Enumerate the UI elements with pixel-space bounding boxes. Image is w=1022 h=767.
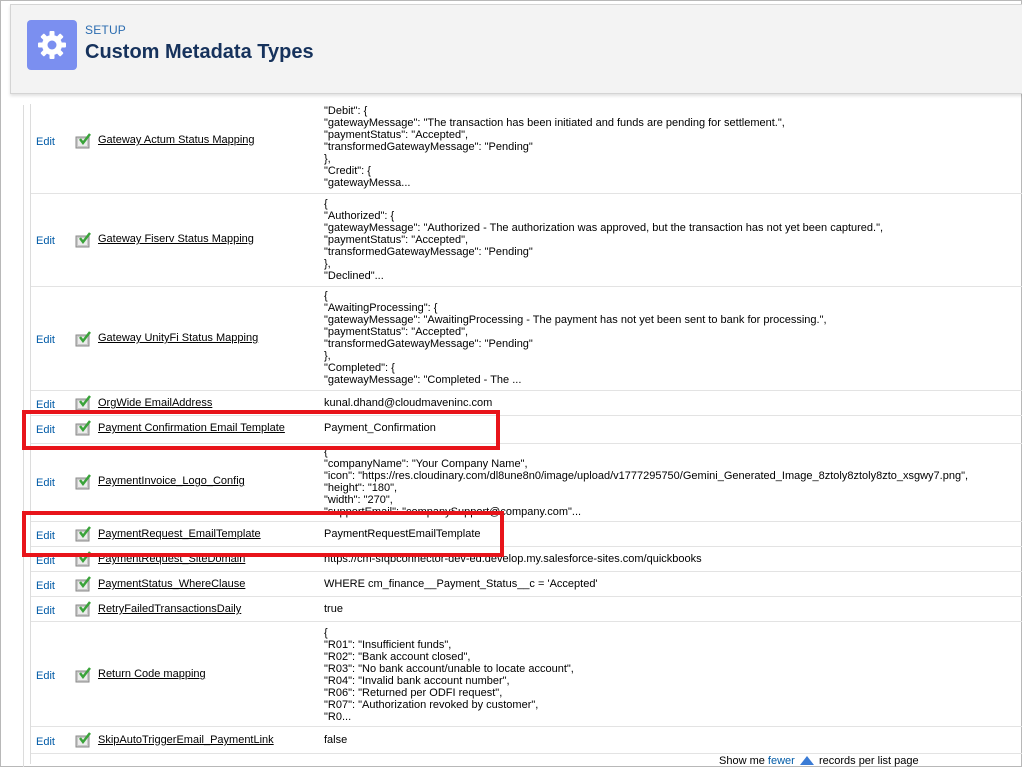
record-name-link[interactable]: PaymentRequest_SiteDomain xyxy=(98,553,246,565)
highlight-box-payment-confirmation xyxy=(22,410,500,450)
record-value: false xyxy=(324,734,348,746)
edit-link[interactable]: Edit xyxy=(36,736,55,748)
table-row xyxy=(31,287,1022,391)
footer-suffix: records per list page xyxy=(818,755,919,767)
pagination-footer xyxy=(719,755,919,767)
record-name-link[interactable]: Gateway UnityFi Status Mapping xyxy=(98,332,259,344)
record-check-icon xyxy=(75,732,91,748)
record-value: { "Authorized": { "gatewayMessage": "Authorized - The authorization was approved, but the transaction has not yet been captured.", "paymentStatus": "Accepted", "transformedGatewayMessage": "Pending" }, "Declined"... xyxy=(324,198,884,282)
record-name-link[interactable]: SkipAutoTriggerEmail_PaymentLink xyxy=(98,734,274,746)
record-name-link[interactable]: Return Code mapping xyxy=(98,668,206,680)
page-header xyxy=(10,4,1022,94)
record-name-link[interactable]: Gateway Actum Status Mapping xyxy=(98,134,255,146)
table-row xyxy=(31,597,1022,622)
triangle-up-icon[interactable] xyxy=(800,756,814,765)
record-name-link[interactable]: PaymentStatus_WhereClause xyxy=(98,578,246,590)
record-check-icon xyxy=(75,576,91,592)
edit-link[interactable]: Edit xyxy=(36,235,55,247)
show-fewer-link[interactable]: fewer xyxy=(767,755,795,767)
record-value: PaymentRequestEmailTemplate xyxy=(324,528,481,540)
edit-link[interactable]: Edit xyxy=(36,670,55,682)
record-value: true xyxy=(324,603,343,615)
record-check-icon xyxy=(75,667,91,683)
record-check-icon xyxy=(75,395,91,411)
record-value: { "AwaitingProcessing": { "gatewayMessage": "AwaitingProcessing - The payment has not yet been sent to bank for processing.", "paymentStatus": "Accepted", "transformedGatewayMessage": "Pending" }, "Completed": { "gatewayMessage": "Completed - The ... xyxy=(324,290,827,386)
record-name-link[interactable]: Payment Confirmation Email Template xyxy=(98,422,285,434)
edit-link[interactable]: Edit xyxy=(36,477,55,489)
record-value: { "R01": "Insufficient funds", "R02": "Bank account closed", "R03": "No bank account/unable to locate account", "R04": "Invalid bank account number", "R06": "Returned per ODFI request", "R07": "Authorization revoked by customer", "R0... xyxy=(324,627,574,723)
gear-icon xyxy=(27,20,77,70)
record-name-link[interactable]: RetryFailedTransactionsDaily xyxy=(98,603,242,615)
record-name-link[interactable]: Gateway Fiserv Status Mapping xyxy=(98,233,254,245)
edit-link[interactable]: Edit xyxy=(36,334,55,346)
footer-prefix: Show me xyxy=(719,755,765,767)
record-value: kunal.dhand@cloudmaveninc.com xyxy=(324,397,493,409)
table-row xyxy=(31,727,1022,754)
edit-link[interactable]: Edit xyxy=(36,555,55,567)
record-name-link[interactable]: PaymentRequest_EmailTemplate xyxy=(98,528,261,540)
breadcrumb[interactable]: SETUP xyxy=(85,23,127,37)
edit-link[interactable]: Edit xyxy=(36,399,55,411)
record-value: https://cm-sfqbconnector-dev-ed.develop.my.salesforce-sites.com/quickbooks xyxy=(324,553,702,565)
record-check-icon xyxy=(75,601,91,617)
record-check-icon xyxy=(75,133,91,149)
highlight-box-payment-request xyxy=(22,511,504,557)
record-check-icon xyxy=(75,331,91,347)
page-title: Custom Metadata Types xyxy=(85,41,314,63)
table-row xyxy=(31,194,1022,287)
record-value: WHERE cm_finance__Payment_Status__c = 'Accepted' xyxy=(324,578,598,590)
table-row xyxy=(31,104,1022,194)
record-value: { "companyName": "Your Company Name", "icon": "https://res.cloudinary.com/dl8une8n0/image/upload/v1777295750/Gemini_Generated_Image_8ztoly8ztoly8zto_xsgwy7.png", "height": "180", "width": "270", "supportEmail": "companySupport@company.com"... xyxy=(324,446,969,518)
edit-link[interactable]: Edit xyxy=(36,580,55,592)
edit-link[interactable]: Edit xyxy=(36,530,55,542)
record-check-icon xyxy=(75,474,91,490)
record-value: "Debit": { "gatewayMessage": "The transaction has been initiated and funds are pending for settlement.", "paymentStatus": "Accepted", "transformedGatewayMessage": "Pending" }, "Credit": { "gatewayMessa... xyxy=(324,105,785,189)
record-name-link[interactable]: PaymentInvoice_Logo_Config xyxy=(98,475,245,487)
record-check-icon xyxy=(75,232,91,248)
table-row xyxy=(31,622,1022,727)
edit-link[interactable]: Edit xyxy=(36,605,55,617)
table-row xyxy=(31,572,1022,597)
edit-link[interactable]: Edit xyxy=(36,424,55,436)
record-value: Payment_Confirmation xyxy=(324,422,436,434)
record-name-link[interactable]: OrgWide EmailAddress xyxy=(98,397,213,409)
edit-link[interactable]: Edit xyxy=(36,136,55,148)
